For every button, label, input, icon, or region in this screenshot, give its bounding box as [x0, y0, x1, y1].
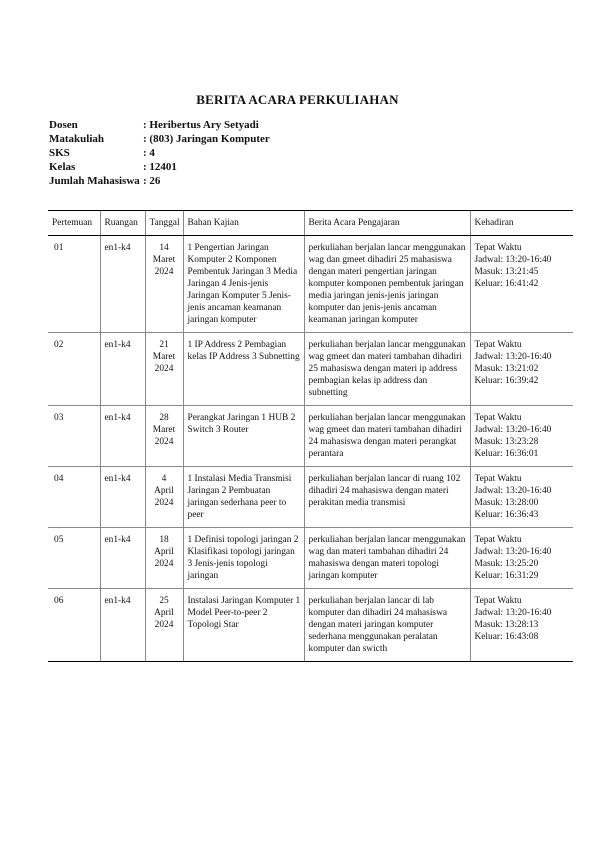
info-label: Matakuliah [49, 133, 105, 145]
info-value: : 4 [143, 147, 155, 159]
date-month: Maret [152, 425, 176, 435]
table-row [48, 333, 573, 406]
attendance-in: Masuk: 13:23:28 [474, 437, 539, 447]
date-year: 2024 [154, 498, 174, 508]
attendance-out: Keluar: 16:43:08 [474, 632, 539, 642]
cell-ruangan: en1-k4 [100, 333, 145, 406]
cell-berita-acara: perkuliahan berjalan lancar menggunakan wag dan gmeet dihadiri 25 mahasiswa dengan materi pengertian jaringan komputer komponen pembentuk jaringan media jaringan jenis-jenis jaringan komputer dan jenis-jenis ancaman keamanan jaringan komputer [304, 236, 470, 333]
date-day: 28 [159, 413, 169, 423]
cell-pertemuan: 05 [48, 528, 100, 589]
cell-tanggal [145, 528, 183, 589]
info-value: : (803) Jaringan Komputer [143, 133, 270, 145]
cell-tanggal [145, 467, 183, 528]
cell-bahan-kajian: Instalasi Jaringan Komputer 1 Model Peer-to-peer 2 Topologi Star [183, 589, 304, 662]
table-header-row [48, 211, 573, 236]
cell-tanggal [145, 236, 183, 333]
date-day: 14 [159, 243, 169, 253]
info-value: : 12401 [143, 161, 177, 173]
cell-kehadiran [470, 333, 573, 406]
cell-berita-acara: perkuliahan berjalan lancar di ruang 102 dihadiri 24 mahasiswa dengan materi perakitan media transmisi [304, 467, 470, 528]
info-label: SKS [49, 147, 70, 159]
info-row-matakuliah [49, 132, 270, 146]
attendance-table [48, 210, 573, 662]
attendance-schedule: Jadwal: 13:20-16:40 [474, 608, 552, 618]
header-bahan-kajian: Bahan Kajian [183, 211, 304, 236]
document-title: BERITA ACARA PERKULIAHAN [196, 92, 399, 107]
table-row [48, 528, 573, 589]
attendance-status: Tepat Waktu [474, 535, 522, 545]
info-label: Jumlah Mahasiswa [49, 175, 140, 187]
cell-pertemuan: 06 [48, 589, 100, 662]
cell-bahan-kajian: 1 Instalasi Media Transmisi Jaringan 2 Pembuatan jaringan sederhana peer to peer [183, 467, 304, 528]
attendance-schedule: Jadwal: 13:20-16:40 [474, 352, 552, 362]
info-label: Kelas [49, 161, 76, 173]
attendance-schedule: Jadwal: 13:20-16:40 [474, 255, 552, 265]
date-month: April [154, 486, 174, 496]
cell-ruangan: en1-k4 [100, 589, 145, 662]
date-month: Maret [152, 352, 176, 362]
cell-ruangan: en1-k4 [100, 467, 145, 528]
cell-kehadiran [470, 406, 573, 467]
cell-berita-acara: perkuliahan berjalan lancar menggunakan wag dan materi tambahan dihadiri 24 mahasiswa dengan materi topologi jaringan komputer [304, 528, 470, 589]
attendance-schedule: Jadwal: 13:20-16:40 [474, 425, 552, 435]
date-day: 4 [161, 474, 167, 484]
cell-tanggal [145, 589, 183, 662]
header-berita-acara: Berita Acara Pengajaran [304, 211, 470, 236]
attendance-schedule: Jadwal: 13:20-16:40 [474, 547, 552, 557]
date-year: 2024 [154, 267, 174, 277]
date-day: 21 [159, 340, 169, 350]
date-day: 18 [159, 535, 169, 545]
attendance-in: Masuk: 13:21:02 [474, 364, 539, 374]
info-row-kelas [49, 160, 270, 174]
cell-kehadiran [470, 236, 573, 333]
date-year: 2024 [154, 364, 174, 374]
cell-kehadiran [470, 467, 573, 528]
table-row [48, 236, 573, 333]
attendance-in: Masuk: 13:28:13 [474, 620, 539, 630]
cell-tanggal [145, 406, 183, 467]
cell-kehadiran [470, 589, 573, 662]
table-row [48, 406, 573, 467]
attendance-out: Keluar: 16:36:01 [474, 449, 539, 459]
info-value: : 26 [143, 175, 161, 187]
table-row [48, 467, 573, 528]
cell-bahan-kajian: 1 Pengertian Jaringan Komputer 2 Komponen Pembentuk Jaringan 3 Media Jaringan 4 Jenis-jenis Jaringan Komputer 5 Jenis-jenis ancaman keamanan jaringan komputer [183, 236, 304, 333]
header-kehadiran: Kehadiran [470, 211, 573, 236]
info-row-dosen [49, 118, 270, 132]
attendance-out: Keluar: 16:41:42 [474, 279, 539, 289]
info-row-jumlah-mahasiswa [49, 174, 270, 188]
attendance-status: Tepat Waktu [474, 596, 522, 606]
date-year: 2024 [154, 559, 174, 569]
cell-bahan-kajian: Perangkat Jaringan 1 HUB 2 Switch 3 Router [183, 406, 304, 467]
cell-berita-acara: perkuliahan berjalan lancar menggunakan wag gmeet dan materi tambahan dihadiri 24 mahasiswa dengan materi perangkat perantara [304, 406, 470, 467]
date-month: April [154, 608, 174, 618]
cell-tanggal [145, 333, 183, 406]
cell-bahan-kajian: 1 Definisi topologi jaringan 2 Klasifikasi topologi jaringan 3 Jenis-jenis topologi jaringan [183, 528, 304, 589]
cell-pertemuan: 02 [48, 333, 100, 406]
attendance-in: Masuk: 13:25:20 [474, 559, 539, 569]
date-day: 25 [159, 596, 169, 606]
date-year: 2024 [154, 620, 174, 630]
attendance-status: Tepat Waktu [474, 474, 522, 484]
info-value: : Heribertus Ary Setyadi [143, 119, 259, 131]
cell-berita-acara: perkuliahan berjalan lancar menggunakan wag gmeet dan materi tambahan dihadiri 25 mahasiswa dengan materi ip address pembagian kelas ip address dan subnetting [304, 333, 470, 406]
cell-pertemuan: 04 [48, 467, 100, 528]
attendance-out: Keluar: 16:31:29 [474, 571, 539, 581]
date-year: 2024 [154, 437, 174, 447]
info-row-sks [49, 146, 270, 160]
cell-pertemuan: 03 [48, 406, 100, 467]
cell-bahan-kajian: 1 IP Address 2 Pembagian kelas IP Address 3 Subnetting [183, 333, 304, 406]
attendance-status: Tepat Waktu [474, 340, 522, 350]
header-tanggal: Tanggal [145, 211, 183, 236]
attendance-out: Keluar: 16:36:43 [474, 510, 539, 520]
course-info [49, 118, 270, 188]
attendance-in: Masuk: 13:28:00 [474, 498, 539, 508]
cell-ruangan: en1-k4 [100, 236, 145, 333]
attendance-schedule: Jadwal: 13:20-16:40 [474, 486, 552, 496]
cell-kehadiran [470, 528, 573, 589]
attendance-status: Tepat Waktu [474, 243, 522, 253]
cell-berita-acara: perkuliahan berjalan lancar di lab komputer dan dihadiri 24 mahasiswa dengan materi jaringan komputer sederhana menggunakan peralatan komputer dan swicth [304, 589, 470, 662]
attendance-status: Tepat Waktu [474, 413, 522, 423]
header-ruangan: Ruangan [100, 211, 145, 236]
date-month: Maret [152, 255, 176, 265]
cell-pertemuan: 01 [48, 236, 100, 333]
info-label: Dosen [49, 119, 78, 131]
date-month: April [154, 547, 174, 557]
cell-ruangan: en1-k4 [100, 406, 145, 467]
cell-ruangan: en1-k4 [100, 528, 145, 589]
header-pertemuan: Pertemuan [48, 211, 100, 236]
attendance-out: Keluar: 16:39:42 [474, 376, 539, 386]
table-row [48, 589, 573, 662]
attendance-in: Masuk: 13:21:45 [474, 267, 539, 277]
